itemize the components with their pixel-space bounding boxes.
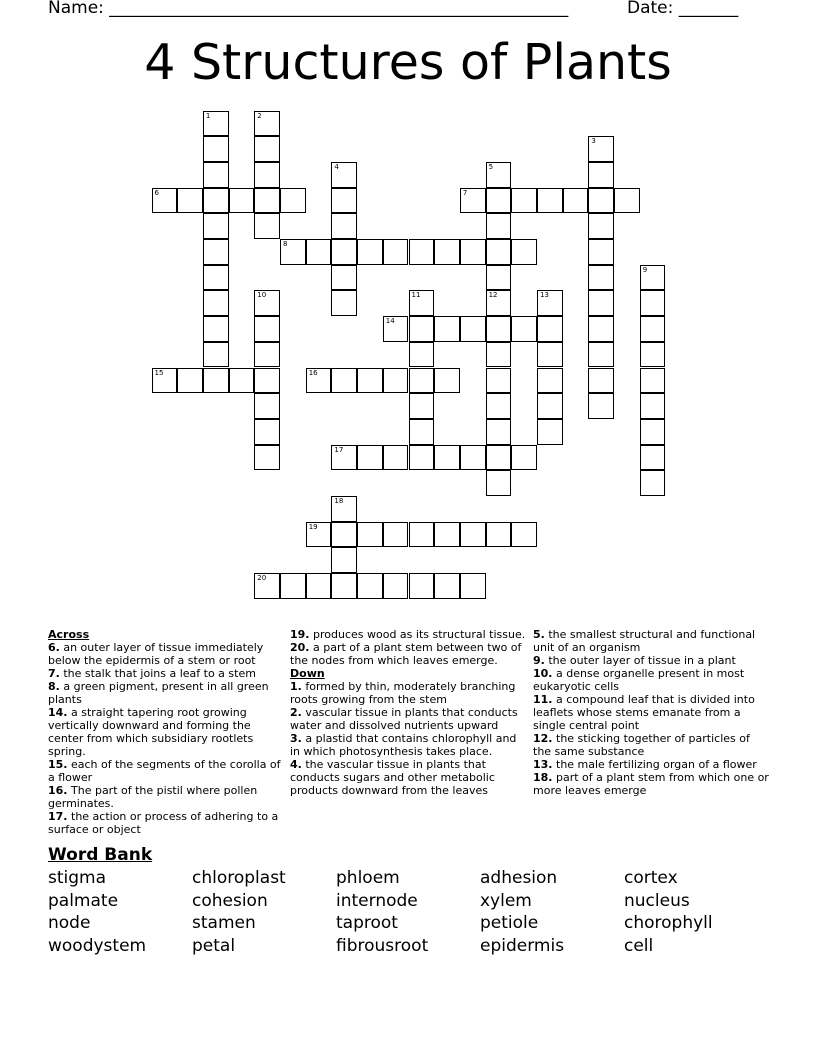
grid-cell[interactable]: [331, 162, 357, 188]
clue-text: a part of a plant stem between two of the nodes from which leaves emerge.: [290, 641, 522, 667]
grid-cell[interactable]: [203, 342, 229, 368]
clue: [533, 667, 769, 693]
clue-number: 6: [154, 188, 159, 197]
grid-cell[interactable]: [537, 342, 563, 368]
grid-cell[interactable]: [409, 290, 435, 316]
clue: [48, 641, 284, 667]
grid-cell[interactable]: [331, 445, 357, 471]
clue-number: 1: [205, 111, 211, 120]
clue-number: 5: [488, 162, 494, 171]
grid-cell[interactable]: [203, 316, 229, 342]
clue-text: the stalk that joins a leaf to a stem: [63, 667, 256, 680]
grid-cell[interactable]: [460, 445, 486, 471]
clue-text: a green pigment, present in all green plants: [48, 680, 269, 706]
grid-cell[interactable]: [203, 213, 229, 239]
grid-cell[interactable]: [306, 239, 332, 265]
grid-cell[interactable]: [486, 188, 512, 214]
grid-cell[interactable]: [331, 368, 357, 394]
clue: [533, 732, 769, 758]
grid-cell[interactable]: [460, 239, 486, 265]
clue: [290, 641, 526, 667]
grid-cell[interactable]: [588, 342, 614, 368]
clue-number: 12: [488, 291, 498, 300]
grid-cell[interactable]: [486, 445, 512, 471]
grid-cell[interactable]: [152, 188, 178, 214]
grid-cell[interactable]: [486, 522, 512, 548]
grid-cell[interactable]: [409, 316, 435, 342]
grid-cell[interactable]: [383, 445, 409, 471]
clue-number: 13: [540, 291, 549, 300]
grid-cell[interactable]: [203, 111, 229, 137]
grid-cell[interactable]: [588, 162, 614, 188]
word-bank-word: chloroplast: [192, 868, 286, 888]
clue-number: 18: [334, 497, 344, 505]
grid-cell[interactable]: [511, 445, 537, 471]
grid-cell[interactable]: [280, 573, 306, 599]
clue-number: 14: [385, 317, 395, 326]
grid-cell[interactable]: [254, 393, 280, 419]
grid-cell[interactable]: [460, 188, 486, 214]
across-clue-list: [48, 641, 284, 836]
clue-number: 10.: [533, 667, 553, 680]
grid-cell[interactable]: [331, 239, 357, 265]
clues-column-1: [48, 628, 284, 836]
clue: [290, 758, 526, 797]
grid-cell[interactable]: [331, 290, 357, 316]
grid-cell[interactable]: [331, 188, 357, 214]
grid-cell[interactable]: [357, 522, 383, 548]
grid-cell[interactable]: [280, 188, 306, 214]
clue: [290, 732, 526, 758]
clue-number: 12.: [533, 732, 553, 745]
grid-cell[interactable]: [203, 290, 229, 316]
grid-cell[interactable]: [331, 213, 357, 239]
clue-text: each of the segments of the corolla of a flower: [48, 758, 281, 784]
grid-cell[interactable]: [460, 522, 486, 548]
grid-cell[interactable]: [254, 162, 280, 188]
clue-number: 8: [283, 240, 288, 248]
grid-cell[interactable]: [588, 316, 614, 342]
grid-cell[interactable]: [537, 290, 563, 316]
grid-cell[interactable]: [640, 368, 666, 394]
grid-cell[interactable]: [434, 239, 460, 265]
grid-cell[interactable]: [409, 368, 435, 394]
clue-number: 20: [257, 574, 267, 583]
grid-cell[interactable]: [537, 316, 563, 342]
grid-cell[interactable]: [537, 368, 563, 394]
grid-cell[interactable]: [177, 368, 203, 394]
grid-cell[interactable]: [254, 368, 280, 394]
grid-cell[interactable]: [409, 239, 435, 265]
grid-cell[interactable]: [280, 239, 306, 265]
grid-cell[interactable]: [254, 188, 280, 214]
grid-cell[interactable]: [460, 573, 486, 599]
grid-cell[interactable]: [306, 573, 332, 599]
clue-number: 5.: [533, 628, 545, 641]
page-title: 4 Structures of Plants: [144, 34, 672, 91]
word-bank-word: node: [48, 913, 91, 933]
grid-cell[interactable]: [537, 393, 563, 419]
grid-cell[interactable]: [254, 213, 280, 239]
down-clue-list: [290, 680, 526, 797]
grid-cell[interactable]: [383, 573, 409, 599]
grid-cell[interactable]: [409, 393, 435, 419]
word-bank-word: cohesion: [192, 891, 268, 911]
word-bank-word: nucleus: [624, 891, 690, 911]
grid-cell[interactable]: [486, 239, 512, 265]
word-bank-word: adhesion: [480, 868, 558, 888]
grid-cell[interactable]: [203, 239, 229, 265]
across-clue-list-continued: [290, 628, 526, 667]
grid-cell[interactable]: [640, 470, 666, 496]
word-bank-word: cortex: [624, 868, 678, 888]
grid-cell[interactable]: [203, 188, 229, 214]
clue-number: 15.: [48, 758, 68, 771]
grid-cell[interactable]: [486, 393, 512, 419]
clue-text: a compound leaf that is divided into leaflets whose stems emanate from a single central point: [533, 693, 755, 732]
down-clue-list-continued: [533, 628, 769, 797]
clue-text: a plastid that contains chlorophyll and in which photosynthesis takes place.: [290, 732, 517, 758]
word-bank-word: taproot: [336, 913, 398, 933]
clue: [48, 810, 284, 836]
clue-number: 3: [591, 137, 596, 146]
grid-cell[interactable]: [331, 547, 357, 573]
grid-cell[interactable]: [229, 188, 255, 214]
clue: [48, 706, 284, 758]
grid-cell[interactable]: [203, 265, 229, 291]
grid-cell[interactable]: [434, 573, 460, 599]
grid-cell[interactable]: [486, 342, 512, 368]
clue-text: The part of the pistil where pollen germinates.: [48, 784, 258, 810]
grid-cell[interactable]: [434, 368, 460, 394]
grid-cell[interactable]: [306, 368, 332, 394]
clue-number: 1.: [290, 680, 302, 693]
clue-text: part of a plant stem from which one or more leaves emerge: [533, 771, 769, 797]
grid-cell[interactable]: [331, 573, 357, 599]
grid-cell[interactable]: [254, 445, 280, 471]
grid-cell[interactable]: [486, 316, 512, 342]
grid-cell[interactable]: [383, 368, 409, 394]
grid-cell[interactable]: [357, 573, 383, 599]
clue-text: produces wood as its structural tissue.: [313, 628, 526, 641]
clue-text: an outer layer of tissue immediately below the epidermis of a stem or root: [48, 641, 264, 667]
clue-number: 19.: [290, 628, 310, 641]
clue-number: 16.: [48, 784, 68, 797]
word-bank-word: xylem: [480, 891, 532, 911]
grid-cell[interactable]: [588, 136, 614, 162]
clue-number: 7.: [48, 667, 60, 680]
clue-number: 10: [257, 291, 267, 300]
clue-number: 4.: [290, 758, 302, 771]
word-bank-word: internode: [336, 891, 418, 911]
clue-number: 14.: [48, 706, 68, 719]
clue-number: 11.: [533, 693, 553, 706]
grid-cell[interactable]: [409, 445, 435, 471]
grid-cell[interactable]: [177, 188, 203, 214]
clue-text: the vascular tissue in plants that conducts sugars and other metabolic products downward from the leaves: [290, 758, 495, 797]
clue-number: 9.: [533, 654, 545, 667]
word-bank-word: phloem: [336, 868, 400, 888]
grid-cell[interactable]: [254, 136, 280, 162]
clue-text: the outer layer of tissue in a plant: [548, 654, 736, 667]
clue-text: a straight tapering root growing vertically downward and forming the center from which subsidiary rootlets spring.: [48, 706, 254, 758]
grid-cell[interactable]: [434, 445, 460, 471]
clue-number: 4: [334, 162, 339, 171]
clue-number: 9: [642, 265, 648, 274]
clue-number: 15: [154, 368, 164, 377]
grid-cell[interactable]: [409, 573, 435, 599]
grid-cell[interactable]: [588, 368, 614, 394]
date-field[interactable]: Date: _______: [627, 0, 739, 18]
grid-cell[interactable]: [357, 445, 383, 471]
clue-number: 19: [308, 522, 318, 531]
grid-cell[interactable]: [588, 188, 614, 214]
word-bank-title: Word Bank: [48, 845, 153, 865]
grid-cell[interactable]: [486, 470, 512, 496]
grid-cell[interactable]: [331, 265, 357, 291]
grid-cell[interactable]: [254, 316, 280, 342]
clue-number: 16: [308, 368, 318, 377]
clue-number: 13.: [533, 758, 553, 771]
grid-cell[interactable]: [434, 316, 460, 342]
clue: [290, 680, 526, 706]
clue: [48, 758, 284, 784]
down-heading: Down: [290, 667, 325, 680]
clue-text: the smallest structural and functional unit of an organism: [533, 628, 756, 654]
grid-cell[interactable]: [486, 162, 512, 188]
clue-number: 11: [411, 291, 421, 300]
grid-cell[interactable]: [640, 316, 666, 342]
grid-cell[interactable]: [434, 522, 460, 548]
grid-cell[interactable]: [511, 239, 537, 265]
grid-cell[interactable]: [383, 316, 409, 342]
grid-cell[interactable]: [588, 265, 614, 291]
clue-text: the male fertilizing organ of a flower: [556, 758, 757, 771]
word-bank-word: chorophyll: [624, 913, 713, 933]
clue: [48, 667, 284, 680]
clue: [533, 771, 769, 797]
grid-cell[interactable]: [588, 290, 614, 316]
grid-cell[interactable]: [640, 445, 666, 471]
word-bank-word: stamen: [192, 913, 256, 933]
clue: [533, 693, 769, 732]
clue: [290, 706, 526, 732]
clue: [533, 654, 769, 667]
clue: [533, 628, 769, 654]
clue-number: 7: [462, 188, 468, 197]
word-bank-word: cell: [624, 936, 654, 956]
grid-cell[interactable]: [614, 188, 640, 214]
grid-cell[interactable]: [511, 316, 537, 342]
clue-number: 17.: [48, 810, 68, 823]
grid-cell[interactable]: [486, 290, 512, 316]
word-bank-word: stigma: [48, 868, 107, 888]
clue: [290, 628, 526, 641]
word-bank-word: petal: [192, 936, 236, 956]
grid-cell[interactable]: [357, 368, 383, 394]
grid-cell[interactable]: [383, 522, 409, 548]
grid-cell[interactable]: [306, 522, 332, 548]
grid-cell[interactable]: [640, 393, 666, 419]
clue: [533, 758, 769, 771]
grid-cell[interactable]: [486, 419, 512, 445]
grid-cell[interactable]: [331, 496, 357, 522]
grid-cell[interactable]: [229, 368, 255, 394]
grid-cell[interactable]: [486, 265, 512, 291]
grid-cell[interactable]: [486, 213, 512, 239]
grid-cell[interactable]: [640, 265, 666, 291]
clue: [48, 680, 284, 706]
grid-cell[interactable]: [511, 188, 537, 214]
grid-cell[interactable]: [254, 290, 280, 316]
clue-text: formed by thin, moderately branching roots growing from the stem: [290, 680, 516, 706]
grid-cell[interactable]: [203, 162, 229, 188]
clue-number: 18.: [533, 771, 553, 784]
grid-cell[interactable]: [460, 316, 486, 342]
clue-text: vascular tissue in plants that conducts water and dissolved nutrients upward: [290, 706, 518, 732]
clues-column-2: [290, 628, 526, 797]
grid-cell[interactable]: [511, 522, 537, 548]
grid-cell[interactable]: [486, 368, 512, 394]
grid-cell[interactable]: [640, 290, 666, 316]
across-heading: Across: [48, 628, 90, 641]
clue-number: 6.: [48, 641, 60, 654]
clue-text: the sticking together of particles of the same substance: [533, 732, 750, 758]
clue-number: 2: [257, 111, 262, 120]
grid-cell[interactable]: [331, 522, 357, 548]
grid-cell[interactable]: [588, 239, 614, 265]
clue-number: 8.: [48, 680, 60, 693]
grid-cell[interactable]: [537, 419, 563, 445]
grid-cell[interactable]: [383, 239, 409, 265]
grid-cell[interactable]: [203, 368, 229, 394]
grid-cell[interactable]: [409, 342, 435, 368]
grid-cell[interactable]: [254, 111, 280, 137]
grid-cell[interactable]: [152, 368, 178, 394]
word-bank-word: palmate: [48, 891, 119, 911]
grid-cell[interactable]: [409, 419, 435, 445]
grid-cell[interactable]: [537, 188, 563, 214]
clue-number: 2.: [290, 706, 302, 719]
clue-number: 3.: [290, 732, 302, 745]
clue-text: a dense organelle present in most eukaryotic cells: [533, 667, 745, 693]
word-bank-word: fibrousroot: [336, 936, 429, 956]
grid-cell[interactable]: [203, 136, 229, 162]
grid-cell[interactable]: [588, 393, 614, 419]
grid-cell[interactable]: [640, 342, 666, 368]
clue: [48, 784, 284, 810]
grid-cell[interactable]: [254, 573, 280, 599]
grid-cell[interactable]: [357, 239, 383, 265]
name-field[interactable]: Name: ______________________________________________________: [48, 0, 569, 18]
grid-cell[interactable]: [409, 522, 435, 548]
clue-number: 20.: [290, 641, 310, 654]
word-bank-word: woodystem: [48, 936, 147, 956]
clue-text: the action or process of adhering to a surface or object: [48, 810, 279, 836]
grid-cell[interactable]: [563, 188, 589, 214]
grid-cell[interactable]: [254, 342, 280, 368]
clue-number: 17: [334, 445, 344, 454]
grid-cell[interactable]: [640, 419, 666, 445]
clues-column-3: [533, 628, 769, 797]
word-bank-word: epidermis: [480, 936, 565, 956]
grid-cell[interactable]: [254, 419, 280, 445]
word-bank-word: petiole: [480, 913, 539, 933]
grid-cell[interactable]: [588, 213, 614, 239]
